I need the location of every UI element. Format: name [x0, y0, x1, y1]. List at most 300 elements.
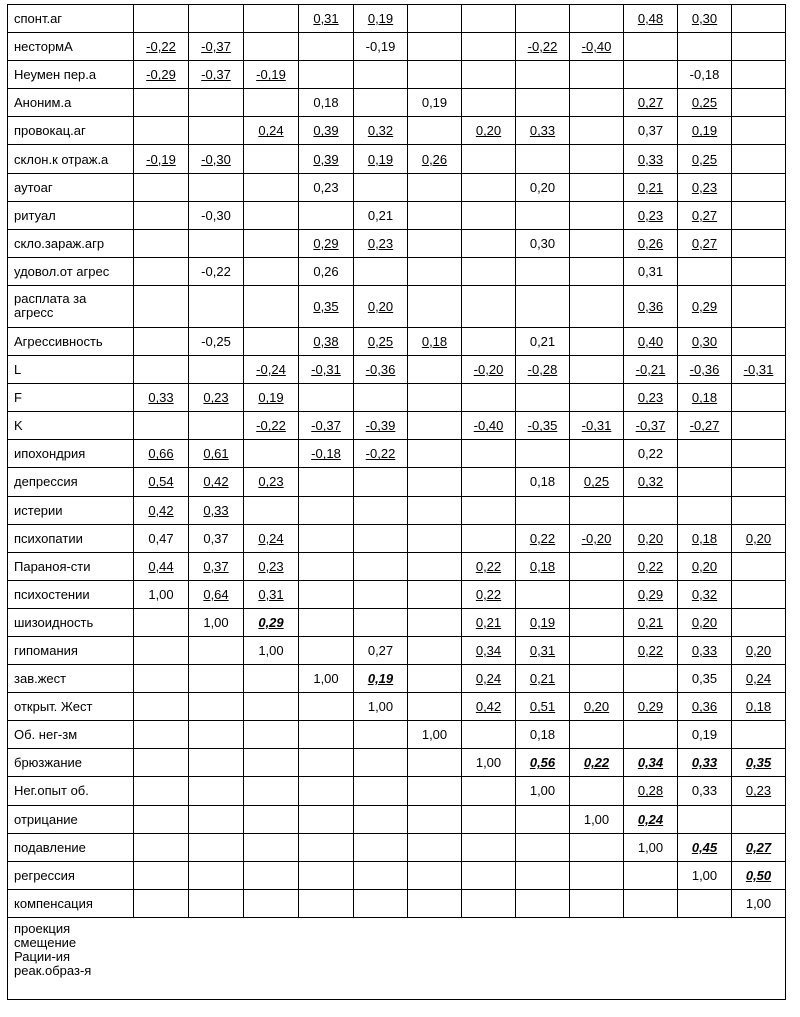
table-cell [570, 61, 624, 89]
cell-value: 0,35 [745, 755, 772, 771]
table-cell [570, 496, 624, 524]
cell-value: -0,22 [256, 418, 286, 434]
cell-value: 0,47 [148, 530, 174, 546]
table-cell [134, 285, 189, 327]
row-label: гипомания [8, 636, 134, 664]
cell-value: 1,00 [258, 643, 284, 659]
table-cell [462, 805, 516, 833]
table-cell [244, 33, 299, 61]
table-cell [408, 665, 462, 693]
cell-value: 0,23 [691, 179, 718, 195]
cell-value: 0,26 [421, 151, 448, 167]
table-cell [134, 327, 189, 355]
cell-value: 0,20 [745, 643, 772, 659]
cell-value: -0,19 [256, 67, 286, 83]
row-label: Агрессивность [8, 327, 134, 355]
table-cell [678, 384, 732, 412]
table-cell [408, 861, 462, 889]
cell-value: -0,20 [581, 530, 612, 546]
cell-value: 0,27 [691, 235, 718, 251]
table-cell [678, 608, 732, 636]
table-cell [134, 524, 189, 552]
table-cell [462, 580, 516, 608]
cell-value: -0,39 [365, 418, 396, 434]
table-cell [134, 117, 189, 145]
table-cell [624, 61, 678, 89]
table-cell [678, 33, 732, 61]
table-cell [299, 412, 354, 440]
table-cell [678, 145, 732, 173]
row-label: склон.к отраж.а [8, 145, 134, 173]
table-cell [189, 285, 244, 327]
table-cell [408, 61, 462, 89]
table-cell [408, 412, 462, 440]
table-cell [624, 721, 678, 749]
cell-value: 1,00 [421, 727, 448, 743]
table-row [8, 468, 786, 496]
table-cell [624, 89, 678, 117]
cell-value: 0,33 [529, 123, 556, 139]
table-cell [516, 327, 570, 355]
table-cell [462, 636, 516, 664]
table-cell [408, 777, 462, 805]
table-cell [189, 327, 244, 355]
cell-value: 0,64 [203, 586, 229, 602]
cell-value: -0,22 [146, 39, 176, 55]
table-cell [462, 33, 516, 61]
table-cell [462, 833, 516, 861]
table-cell [462, 327, 516, 355]
cell-value: 0,61 [203, 446, 229, 462]
table-cell [624, 552, 678, 580]
table-cell [134, 412, 189, 440]
cell-value: 0,23 [745, 783, 772, 799]
cell-value: 1,00 [583, 811, 610, 827]
table-cell [244, 636, 299, 664]
table-cell [244, 861, 299, 889]
table-cell [299, 327, 354, 355]
table-cell [134, 145, 189, 173]
table-cell [189, 229, 244, 257]
table-cell [408, 117, 462, 145]
table-cell [299, 117, 354, 145]
table-cell [354, 229, 408, 257]
table-cell [624, 327, 678, 355]
table-cell [570, 117, 624, 145]
table-cell [678, 173, 732, 201]
table-row [8, 356, 786, 384]
table-cell [299, 777, 354, 805]
table-cell [189, 552, 244, 580]
cell-value: -0,40 [581, 39, 612, 55]
table-cell [134, 665, 189, 693]
table-cell [244, 468, 299, 496]
table-cell [570, 805, 624, 833]
table-cell [516, 608, 570, 636]
table-cell [462, 201, 516, 229]
table-cell [354, 173, 408, 201]
table-cell [678, 5, 732, 33]
cell-value: 0,33 [148, 390, 174, 406]
cell-value: -0,24 [256, 362, 286, 378]
table-cell [134, 384, 189, 412]
cell-value: 0,48 [637, 11, 664, 27]
table-row [8, 201, 786, 229]
table-cell [570, 861, 624, 889]
table-cell [732, 889, 786, 917]
correlation-table [7, 4, 786, 1000]
table-cell [678, 468, 732, 496]
cell-value: 0,27 [745, 839, 772, 855]
table-cell [408, 257, 462, 285]
table-cell [462, 229, 516, 257]
row-label: брюзжание [8, 749, 134, 777]
table-cell [408, 384, 462, 412]
table-cell [516, 145, 570, 173]
table-cell [732, 89, 786, 117]
table-cell [244, 257, 299, 285]
cell-value: -0,31 [311, 362, 341, 378]
table-cell [732, 665, 786, 693]
table-cell [354, 524, 408, 552]
table-cell [408, 327, 462, 355]
table-cell [244, 89, 299, 117]
cell-value: -0,29 [146, 67, 176, 83]
table-cell [516, 201, 570, 229]
cell-value: -0,31 [743, 362, 774, 378]
table-cell [462, 889, 516, 917]
table-cell [678, 889, 732, 917]
cell-value: 0,31 [529, 643, 556, 659]
table-cell [408, 524, 462, 552]
table-cell [244, 889, 299, 917]
table-cell [299, 257, 354, 285]
cell-value: 0,18 [313, 95, 339, 111]
table-row [8, 777, 786, 805]
table-cell [462, 117, 516, 145]
table-cell [244, 552, 299, 580]
table-cell [244, 665, 299, 693]
table-cell [516, 665, 570, 693]
table-cell [244, 496, 299, 524]
table-cell [462, 440, 516, 468]
cell-value: 0,22 [637, 643, 664, 659]
cell-value: 0,18 [529, 558, 556, 574]
row-label: удовол.от агрес [8, 257, 134, 285]
table-cell [678, 833, 732, 861]
table-cell [189, 693, 244, 721]
table-cell [624, 861, 678, 889]
table-cell [299, 145, 354, 173]
table-cell [408, 285, 462, 327]
cell-value: 0,29 [691, 298, 718, 314]
table-cell [624, 33, 678, 61]
table-cell [299, 749, 354, 777]
table-cell [299, 608, 354, 636]
cell-value: 0,23 [203, 390, 229, 406]
cell-value: 0,27 [637, 95, 664, 111]
row-label: аутоаг [8, 173, 134, 201]
cell-value: 0,40 [637, 333, 664, 349]
table-cell [732, 693, 786, 721]
cell-value: -0,37 [201, 39, 231, 55]
table-cell [732, 327, 786, 355]
table-cell [570, 889, 624, 917]
table-cell [244, 117, 299, 145]
table-cell [462, 61, 516, 89]
table-cell [244, 777, 299, 805]
table-cell [244, 327, 299, 355]
row-label: ипохондрия [8, 440, 134, 468]
cell-value: 0,19 [691, 727, 718, 743]
row-label: K [8, 412, 134, 440]
table-row [8, 889, 786, 917]
cell-value: -0,18 [689, 67, 720, 83]
table-cell [570, 145, 624, 173]
cell-value: 0,21 [637, 614, 664, 630]
cell-value: -0,19 [365, 39, 396, 55]
cell-value: 0,25 [691, 151, 718, 167]
table-cell [462, 5, 516, 33]
table-cell [189, 384, 244, 412]
cell-value: 0,33 [691, 783, 718, 799]
cell-value: 0,21 [475, 614, 502, 630]
table-cell [678, 693, 732, 721]
cell-value: 0,24 [745, 671, 772, 687]
table-cell [624, 145, 678, 173]
table-cell [516, 580, 570, 608]
table-cell [732, 145, 786, 173]
cell-value: 0,33 [203, 502, 229, 518]
table-cell [354, 552, 408, 580]
table-cell [134, 468, 189, 496]
table-cell [678, 777, 732, 805]
table-cell [134, 580, 189, 608]
cell-value: 0,32 [637, 474, 664, 490]
table-cell [299, 833, 354, 861]
table-cell [570, 608, 624, 636]
cell-value: 0,30 [691, 333, 718, 349]
table-cell [732, 384, 786, 412]
table-cell [678, 257, 732, 285]
table-cell [244, 693, 299, 721]
table-cell [189, 89, 244, 117]
cell-value: 0,20 [583, 699, 610, 715]
table-cell [624, 833, 678, 861]
cell-value: 0,23 [637, 390, 664, 406]
cell-value: -0,22 [201, 263, 231, 279]
table-cell [299, 356, 354, 384]
cell-value: 0,42 [148, 502, 174, 518]
table-cell [462, 145, 516, 173]
table-cell [299, 496, 354, 524]
table-cell [516, 5, 570, 33]
table-cell [516, 749, 570, 777]
row-label: депрессия [8, 468, 134, 496]
table-cell [516, 257, 570, 285]
table-cell [408, 636, 462, 664]
cell-value: 0,23 [313, 179, 339, 195]
table-cell [134, 173, 189, 201]
table-cell [408, 145, 462, 173]
table-cell [624, 412, 678, 440]
cell-value: 0,42 [203, 474, 229, 490]
table-cell [516, 636, 570, 664]
table-cell [408, 33, 462, 61]
table-cell [570, 384, 624, 412]
table-cell [189, 117, 244, 145]
table-cell [299, 440, 354, 468]
table-cell [732, 173, 786, 201]
table-cell [570, 89, 624, 117]
table-row [8, 552, 786, 580]
table-cell [244, 173, 299, 201]
table-cell [134, 777, 189, 805]
cell-value: 0,24 [258, 530, 284, 546]
table-cell [732, 496, 786, 524]
cell-value: -0,30 [201, 207, 231, 223]
table-cell [134, 356, 189, 384]
table-row [8, 861, 786, 889]
table-cell [408, 496, 462, 524]
row-label: шизоидность [8, 608, 134, 636]
table-cell [732, 33, 786, 61]
table-cell [732, 580, 786, 608]
cell-value: 0,44 [148, 558, 174, 574]
table-cell [678, 356, 732, 384]
table-cell [244, 61, 299, 89]
table-row [8, 285, 786, 327]
row-label: F [8, 384, 134, 412]
table-row [8, 61, 786, 89]
table-cell [244, 524, 299, 552]
cell-value: 0,33 [691, 643, 718, 659]
table-cell [570, 693, 624, 721]
table-cell [354, 496, 408, 524]
table-cell [408, 229, 462, 257]
cell-value: 0,21 [529, 333, 556, 349]
table-cell [570, 552, 624, 580]
table-cell [570, 636, 624, 664]
cell-value: 0,37 [203, 530, 229, 546]
table-cell [408, 805, 462, 833]
table-cell [299, 5, 354, 33]
cell-value: 1,00 [313, 671, 339, 687]
cell-value: 0,42 [475, 699, 502, 715]
table-cell [516, 861, 570, 889]
cell-value: 0,22 [529, 530, 556, 546]
cell-value: 0,45 [691, 839, 718, 855]
table-cell [299, 861, 354, 889]
table-cell [678, 117, 732, 145]
table-cell [462, 777, 516, 805]
table-cell [244, 285, 299, 327]
cell-value: 0,34 [475, 643, 502, 659]
cell-value: 0,39 [313, 123, 339, 139]
table-cell [408, 608, 462, 636]
cell-value: 0,24 [475, 671, 502, 687]
cell-value: 0,23 [637, 207, 664, 223]
table-row [8, 524, 786, 552]
cell-value: 0,19 [367, 151, 394, 167]
table-cell [134, 201, 189, 229]
table-cell [624, 285, 678, 327]
cell-value: -0,36 [689, 362, 720, 378]
table-cell [516, 173, 570, 201]
table-cell [624, 693, 678, 721]
table-row [8, 173, 786, 201]
table-cell [516, 805, 570, 833]
table-cell [354, 777, 408, 805]
table-cell [134, 33, 189, 61]
cell-value: 0,27 [691, 207, 718, 223]
cell-value: 0,19 [367, 11, 394, 27]
table-cell [462, 173, 516, 201]
table-cell [189, 33, 244, 61]
table-cell [516, 61, 570, 89]
cell-value: 0,18 [691, 530, 718, 546]
cell-value: -0,40 [473, 418, 504, 434]
cell-value: 0,18 [529, 727, 556, 743]
table-cell [189, 468, 244, 496]
table-cell [678, 327, 732, 355]
table-cell [299, 805, 354, 833]
table-cell [189, 665, 244, 693]
table-cell [516, 468, 570, 496]
cell-value: 0,32 [367, 123, 394, 139]
table-cell [299, 552, 354, 580]
table-cell [354, 61, 408, 89]
cell-value: 1,00 [475, 755, 502, 771]
table-cell [516, 285, 570, 327]
table-cell [678, 580, 732, 608]
table-cell [134, 861, 189, 889]
table-cell [462, 665, 516, 693]
table-cell [189, 861, 244, 889]
table-cell [732, 5, 786, 33]
table-row [8, 145, 786, 173]
table-cell [732, 833, 786, 861]
table-cell [244, 580, 299, 608]
cell-value: -0,36 [365, 362, 396, 378]
cell-value: 0,24 [637, 811, 664, 827]
cell-value: 0,20 [691, 558, 718, 574]
table-cell [516, 356, 570, 384]
table-cell [189, 833, 244, 861]
table-cell [570, 665, 624, 693]
cell-value: 0,25 [583, 474, 610, 490]
table-cell [516, 384, 570, 412]
table-cell [462, 861, 516, 889]
table-cell [354, 356, 408, 384]
table-cell [189, 173, 244, 201]
table-cell [299, 636, 354, 664]
cell-value: 0,31 [313, 11, 339, 27]
table-cell [678, 412, 732, 440]
table-cell [516, 33, 570, 61]
cell-value: 0,35 [691, 671, 718, 687]
table-row [8, 665, 786, 693]
table-cell [134, 693, 189, 721]
cell-value: 0,36 [637, 298, 664, 314]
cell-value: 1,00 [691, 867, 718, 883]
table-cell [732, 524, 786, 552]
table-cell [189, 496, 244, 524]
table-cell [624, 229, 678, 257]
cell-value: 0,19 [367, 671, 394, 687]
cell-value: -0,19 [146, 151, 176, 167]
cell-value: 0,30 [529, 235, 556, 251]
